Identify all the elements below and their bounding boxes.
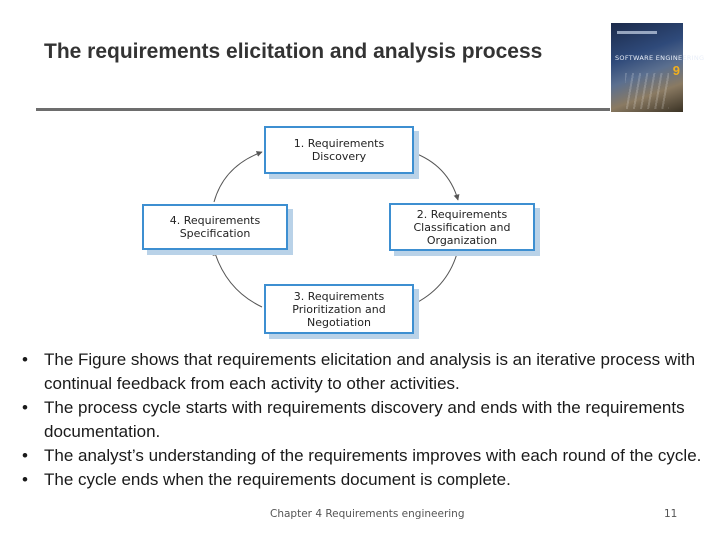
box-line: 3. Requirements <box>293 289 385 303</box>
requirements-discovery-box <box>264 126 414 174</box>
page-number: 11 <box>664 508 678 520</box>
cover-title: SOFTWARE ENGINEERING <box>615 54 705 62</box>
requirements-classification-box <box>389 203 535 251</box>
arrow-specification-to-discovery <box>214 152 262 202</box>
cover-author-strip <box>617 31 657 34</box>
arrow-classification-to-prioritization <box>412 250 458 305</box>
book-cover-image <box>611 23 705 112</box>
cover-edition: 9 <box>672 63 680 78</box>
box-line: 1. Requirements <box>293 137 385 150</box>
slide-title: The requirements elicitation and analysis process <box>44 40 543 63</box>
requirements-specification-box <box>142 204 288 250</box>
box-line: Discovery <box>311 150 367 163</box>
box-line: Organization <box>426 233 498 247</box>
slide-footer: Chapter 4 Requirements engineering <box>270 508 465 520</box>
title-divider <box>36 108 610 111</box>
box-line: 2. Requirements <box>416 207 508 221</box>
box-line: Prioritization and <box>292 302 386 316</box>
box-line: 4. Requirements <box>169 214 261 227</box>
bullet-item: • The analyst’s understanding of the requirements improves with each round of the cycle. <box>22 444 712 468</box>
cover-artwork <box>625 73 669 109</box>
bullet-list <box>22 348 712 492</box>
arrow-discovery-to-classification <box>412 152 458 200</box>
requirements-prioritization-box <box>264 284 414 334</box>
bullet-item: • The Figure shows that requirements elicitation and analysis is an iterative process with continual feedback from each activity to other activities. <box>22 348 712 396</box>
bullet-item: • The cycle ends when the requirements document is complete. <box>22 468 712 492</box>
box-line: Classification and <box>413 220 511 234</box>
arrow-prioritization-to-specification <box>214 250 262 307</box>
box-line: Specification <box>179 227 251 240</box>
bullet-item: • The process cycle starts with requirements discovery and ends with the requirements documentation. <box>22 396 712 444</box>
box-line: Negotiation <box>307 315 371 329</box>
